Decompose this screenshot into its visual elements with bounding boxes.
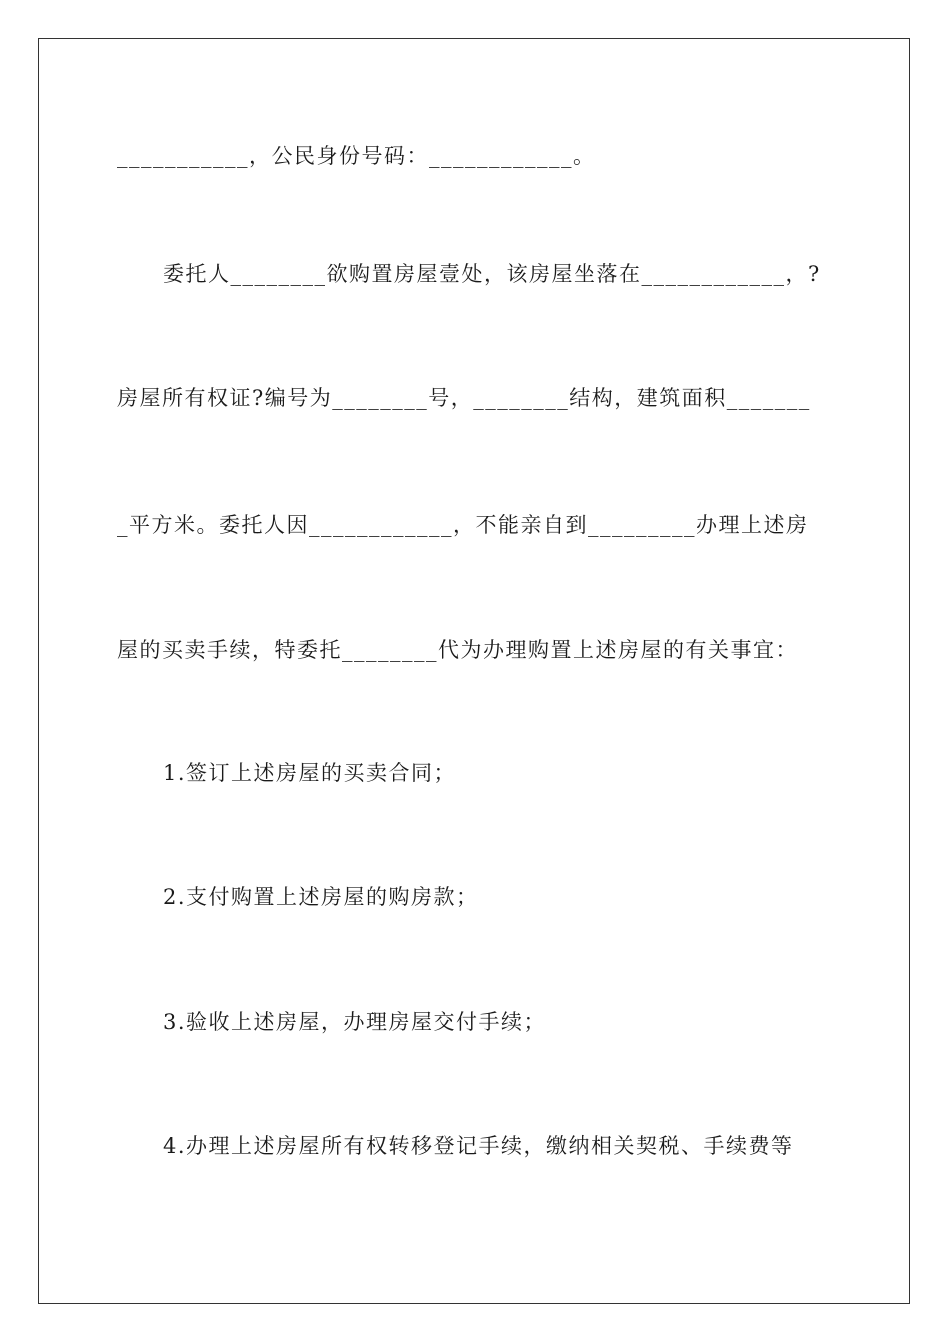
- list-item-2: 2.支付购置上述房屋的购房款；: [163, 885, 479, 909]
- list-item-3: 3.验收上述房屋，办理房屋交付手续；: [163, 1010, 547, 1034]
- text-line-principal: 委托人________欲购置房屋壹处，该房屋坐落在____________，?: [163, 262, 821, 286]
- page-frame: [38, 38, 910, 1304]
- text-line-id-number: ___________，公民身份号码：____________。: [117, 144, 596, 168]
- list-item-1: 1.签订上述房屋的买卖合同；: [163, 761, 457, 785]
- text-line-property-certificate: 房屋所有权证?编号为________号，________结构，建筑面积_______: [117, 386, 811, 410]
- list-item-4: 4.办理上述房屋所有权转移登记手续，缴纳相关契税、手续费等: [163, 1134, 794, 1158]
- text-line-agent: 屋的买卖手续，特委托________代为办理购置上述房屋的有关事宜：: [117, 638, 798, 662]
- text-line-reason: _平方米。委托人因____________，不能亲自到_________办理上述房: [117, 513, 809, 537]
